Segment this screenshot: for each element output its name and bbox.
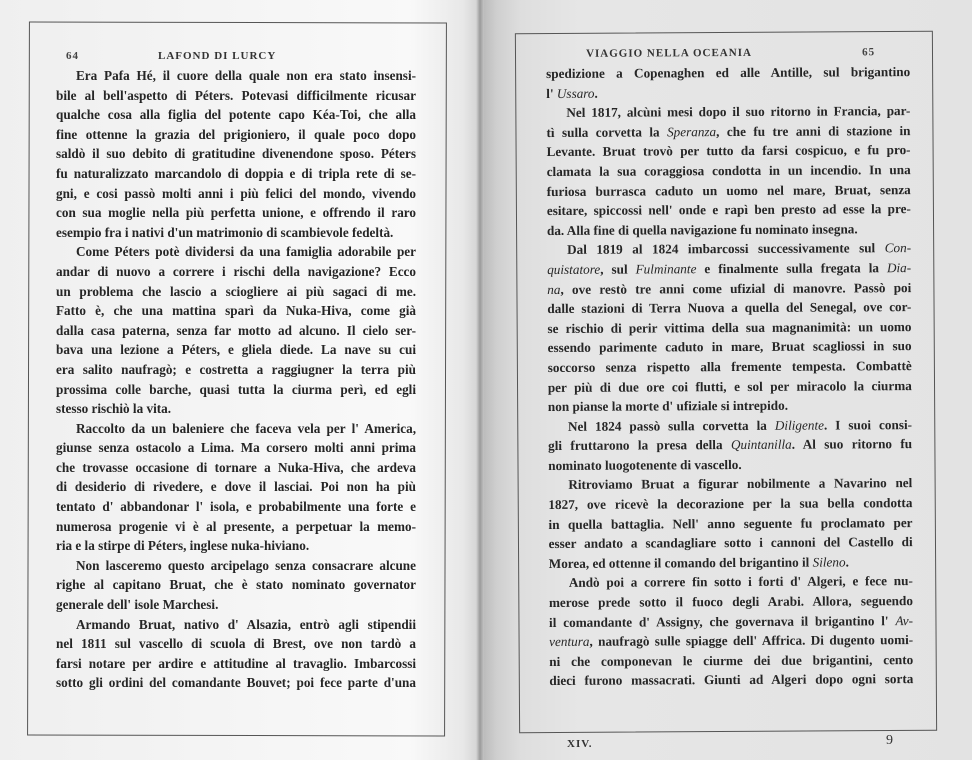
text-run: , ove restò tre anni come ufizial di manovre. Passò poi — [560, 279, 912, 297]
text-line: generale dell' isole Marchesi. — [56, 597, 219, 613]
text-run: clamata la sua coraggiosa condotta in un incendio. In una — [546, 162, 911, 179]
text-line — [548, 434, 912, 455]
text-line: bile al bell'aspetto di Péters. Potevasi difficilmente ricusar — [56, 87, 416, 103]
text-run: Ritroviamo Bruat a figurar nobilmente a Navarino nel — [568, 475, 913, 493]
text-line: Come Péters potè dividersi da una famiglia adorabile per — [76, 244, 416, 260]
text-line — [548, 415, 912, 436]
text-run: se rischio di perir vittima della sua magnanimità: un uomo — [547, 318, 912, 336]
italic-text: Quintanilla — [730, 437, 792, 453]
text-line: con sua moglie nella più perfetta unione, e offrendo il raro — [56, 205, 416, 221]
text-run: dieci furono massacrati. Giunti ad Algeri dopo ogni sorta — [549, 671, 914, 689]
text-run: Nel 1824 passò sulla corvetta la — [567, 417, 775, 434]
text-run: gli fruttarono la presa della — [548, 437, 731, 454]
text-run: non pianse la morte d' ufiziale si intrepido. — [547, 397, 789, 415]
text-run: Andò poi a correre fin sotto i forti d' Algeri, e fece nu- — [568, 573, 913, 591]
text-line: fu naturalizzato marcandolo di doppia e di tripla rete di se- — [56, 165, 416, 181]
text-run: . — [594, 85, 598, 101]
text-line: prossima colle barche, quasi tutta la ciurma perì, ed egli — [56, 381, 416, 397]
text-line — [547, 317, 911, 338]
text-run: l' — [546, 85, 557, 101]
text-line: stesso rischiò la vita. — [56, 401, 172, 417]
text-run: 1827, ove ricevè la decorazione per la sua bella condotta — [548, 495, 913, 513]
text-line — [548, 376, 912, 397]
text-run: tì sulla corvetta la — [546, 124, 668, 140]
text-run: ni che componevan le ciurme dei due brigantini, cento — [549, 651, 914, 669]
text-line: andar di nuovo a correre i rischi della navigazione? Ecco — [56, 263, 416, 279]
text-line — [546, 82, 910, 103]
text-run: Levante. Bruat trovò per tutto da farsi cospicuo, e fu pro- — [546, 142, 911, 160]
text-line — [546, 62, 910, 83]
italic-text: Ussaro — [556, 85, 595, 101]
text-line: righe al capitano Bruat, che è stato nominato governator — [56, 577, 416, 593]
text-line — [549, 532, 913, 553]
text-line — [549, 572, 913, 593]
text-line: era salito naufragò; e costretta a raggiugner la terra più — [56, 361, 416, 377]
left-page-body — [56, 66, 416, 693]
text-run: . — [845, 554, 849, 570]
text-run: in quella battaglia. Nell' anno seguente fu proclamato per — [548, 514, 913, 532]
text-run: , naufragò sulle spiagge dell' Affrica. Di dugento uomi- — [589, 632, 914, 649]
italic-text: quistatore — [547, 261, 601, 277]
text-line: farsi notare per ardire e attitudine al travaglio. Imbarcossi — [56, 655, 416, 671]
text-run: , sul — [600, 261, 636, 277]
text-line: ria e la stirpe di Péters, inglese nuka-hiviano. — [56, 538, 310, 554]
text-line — [547, 258, 911, 279]
text-line: sotto gli ordini del comandante Bouvet; poi fece parte d'una — [56, 675, 416, 691]
text-run: . Al suo ritorno fu — [791, 436, 913, 452]
text-line — [549, 650, 913, 671]
text-run: Nel 1817, alcùni mesi dopo il suo ritorno in Francia, par- — [566, 103, 911, 121]
right-page-body — [546, 62, 913, 691]
text-line: fine ottenne la grazia del prigioniero, il quale poco dopo — [56, 126, 416, 142]
book-spine — [476, 0, 484, 760]
text-run: dalle stazioni di Terra Nuova a quella del Senegal, ove cor- — [547, 299, 912, 317]
text-line — [546, 101, 910, 122]
text-line: di desiderio di rivedere, e dove il lasciai. Poi non ha più — [56, 479, 416, 495]
text-line — [548, 493, 912, 514]
text-run: il comandante d' Assigny, che governava il brigantino l' — [548, 612, 896, 630]
text-line — [548, 454, 912, 475]
left-running-title: LAFOND DI LURCY — [158, 50, 277, 62]
right-running-head — [546, 42, 910, 64]
left-running-head — [56, 46, 416, 66]
text-line: Non lasceremo questo arcipelago senza consacrare alcune — [76, 557, 416, 573]
text-run: . I suoi consi- — [823, 416, 913, 433]
text-line — [547, 199, 911, 220]
text-run: per più di due ore coi flutti, e sol per miracolo la ciurma — [547, 377, 912, 395]
text-line: Fatto è, che una mattina sparì da Nuka-Hiva, come già — [56, 303, 416, 319]
text-line — [546, 121, 910, 142]
text-line: saldò il suo debito di gratitudine divenendone sposo. Péters — [56, 146, 416, 162]
left-page — [56, 46, 416, 693]
text-line — [548, 474, 912, 495]
text-run: da. Alla fine di quella navigazione fu nominato insegna. — [546, 221, 858, 238]
italic-text: na — [547, 281, 561, 297]
text-line: Raccolto da un baleniere che faceva vela per l' America, — [76, 420, 416, 436]
text-line: numerosa progenie vi è al presente, a perpetuar la memo- — [56, 518, 416, 534]
text-line: esempio fra i nativi d'un matrimonio di scambievole fedeltà. — [56, 224, 394, 240]
text-line — [547, 160, 911, 181]
text-run: nominato luogotenente di vascello. — [548, 456, 742, 473]
text-line — [547, 180, 911, 201]
right-page-number: 65 — [862, 46, 876, 59]
text-line — [548, 395, 912, 416]
text-run: spedizione a Copenaghen ed alle Antille, sul brigantino — [546, 64, 911, 81]
text-run: e finalmente sulla fregata la — [696, 260, 888, 277]
text-line: qualche cosa alla figlia del potente capo Kéa-Toi, che alla — [56, 107, 416, 123]
text-run: Morea, ed ottenne il comando del brigantino il — [548, 554, 813, 571]
italic-text: Con- — [884, 240, 912, 256]
text-line — [547, 278, 911, 299]
text-run: merose prede sotto il fuoco degli Arabi. Allora, seguendo — [548, 593, 913, 611]
left-page-number: 64 — [66, 50, 79, 62]
right-page — [546, 42, 913, 691]
signature-mark: XIV. — [567, 738, 593, 750]
italic-text: Fulminante — [635, 261, 697, 277]
text-line: un problema che lascio a sciogliere ai più sagaci di me. — [56, 283, 416, 299]
text-line — [549, 591, 913, 612]
text-line — [547, 238, 911, 259]
text-line: dalla casa paterna, senza far motto ad alcuno. Il cielo ser- — [56, 322, 416, 338]
text-run: esser andato a scandagliare sotto i cannoni del Castello di — [548, 534, 913, 552]
text-line — [549, 630, 913, 651]
text-line — [548, 336, 912, 357]
text-run: soccorso senza rispetto alla fremente tempesta. Combattè — [547, 357, 912, 375]
text-line — [547, 297, 911, 318]
text-line — [548, 356, 912, 377]
text-line: gni, e cosi passò molti anni i più felici del mondo, vivendo — [56, 185, 416, 201]
text-run: furiosa burrasca caduto un uomo nel mare, Bruat, senza — [546, 181, 911, 199]
text-run: esitare, spiccossi nell' onde e rapì ben presto ad esse la pre- — [546, 201, 911, 219]
text-line — [549, 552, 913, 573]
text-run: Dal 1819 al 1824 imbarcossi successivamente sul — [567, 240, 885, 258]
text-line: che trovasse occasione di tornare a Nuka-Hiva, che ardeva — [56, 459, 416, 475]
italic-text: Sileno — [812, 554, 846, 570]
italic-text: Speranza — [666, 123, 717, 140]
text-line: Armando Bruat, nativo d' Alsazia, entrò agli stipendii — [76, 616, 416, 632]
text-line — [549, 611, 913, 632]
text-line — [549, 669, 913, 690]
text-line: bava una lezione a Péters, e gliela diede. La nave su cui — [56, 342, 416, 358]
text-line — [547, 219, 911, 240]
right-running-title: VIAGGIO NELLA OCEANIA — [586, 46, 752, 60]
italic-text: Dia- — [886, 260, 912, 276]
text-line — [547, 140, 911, 161]
text-run: essendo parimente caduto in mare, Bruat scagliossi in suo — [547, 338, 912, 356]
text-run: , che fu tre anni di stazione in — [716, 122, 911, 139]
text-line: giunse senza ostacolo a Lima. Ma corsero molti anni prima — [56, 440, 416, 456]
text-line: tentato d' abbandonar l' isola, e probabilmente una forte e — [56, 499, 416, 515]
sheet-number: 9 — [886, 733, 893, 748]
italic-text: Av- — [895, 612, 914, 628]
italic-text: ventura — [549, 633, 590, 650]
text-line: nel 1811 sul vascello di scuola di Brest, ove non tardò a — [56, 636, 416, 652]
text-line: Era Pafa Hé, il cuore della quale non era stato insensi- — [76, 68, 416, 83]
italic-text: Diligente — [774, 417, 824, 433]
text-line — [548, 513, 912, 534]
